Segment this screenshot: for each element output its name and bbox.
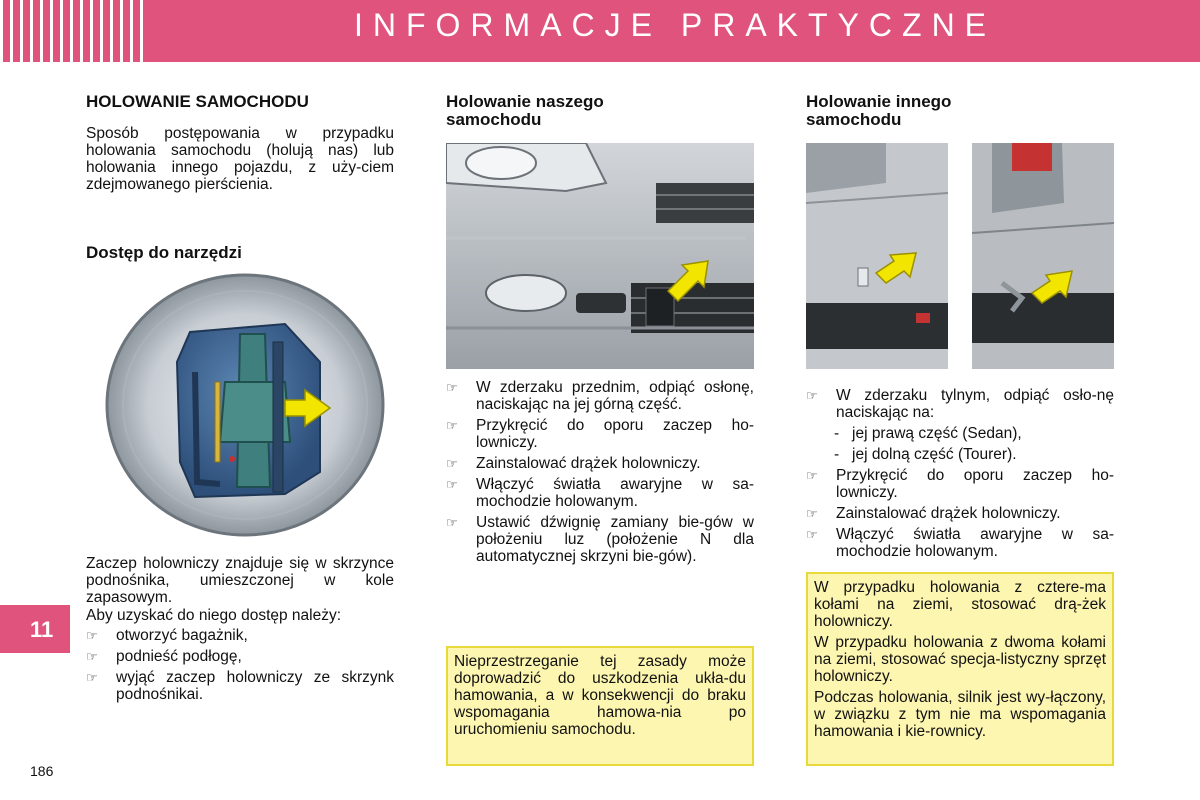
list-item: ☞ Zainstalować drążek holowniczy.	[806, 505, 1061, 522]
pointing-hand-icon: ☞	[806, 468, 818, 483]
pointing-hand-icon: ☞	[86, 670, 98, 685]
pointing-hand-icon: ☞	[446, 418, 458, 433]
list-item: ☞ Przykręcić do oporu zaczep ho-lowniczy.	[446, 417, 754, 451]
rear-bumper-sedan-image	[806, 143, 948, 369]
access-instructions-text: Aby uzyskać do niego dostęp należy:	[86, 607, 342, 624]
spare-wheel-tool-box-image	[85, 272, 395, 540]
pointing-hand-icon: ☞	[446, 380, 458, 395]
list-item: ☞ otworzyć bagażnik,	[86, 627, 248, 644]
list-item: ☞ podnieść podłogę,	[86, 648, 242, 665]
list-item: ☞ Ustawić dźwignię zamiany bie-gów w położeniu luz (położenie N dla automatycznej skrzyni bie-gów).	[446, 514, 754, 565]
pointing-hand-icon: ☞	[446, 515, 458, 530]
bumper-part-list	[806, 425, 1114, 463]
pointing-hand-icon: ☞	[86, 628, 98, 643]
access-steps-list	[86, 627, 394, 707]
page-title: INFORMACJE PRAKTYCZNE	[353, 7, 997, 43]
list-item: ☞ Włączyć światła awaryjne w sa-mochodzie holowanym.	[806, 526, 1114, 560]
pointing-hand-icon: ☞	[806, 527, 818, 542]
list-item: ☞ wyjąć zaczep holowniczy ze skrzynk podnośnikai.	[86, 669, 394, 703]
list-item: ☞ Zainstalować drążek holowniczy.	[446, 455, 701, 472]
towing-other-car-steps	[806, 387, 1114, 564]
header-stripes	[0, 0, 150, 62]
towing-our-car-heading: Holowanie naszego samochodu	[446, 92, 604, 129]
warning-note: Nieprzestrzeganie tej zasady może doprowadzić do uszkodzenia ukła-du hamowania, a w konsekwencji do braku wspomagania hamowa-nia po uruchomieniu samochodu.	[446, 646, 754, 766]
section-heading-towing: HOLOWANIE SAMOCHODU	[86, 92, 309, 111]
pointing-hand-icon: ☞	[806, 506, 818, 521]
list-item: ☞ Włączyć światła awaryjne w sa-mochodzie holowanym.	[446, 476, 754, 510]
list-item	[806, 425, 1114, 463]
list-item: - jej dolną część (Tourer).	[834, 446, 1017, 463]
towing-our-car-steps	[446, 379, 754, 569]
list-item: ☞ W zderzaku przednim, odpiąć osłonę, naciskając na jej górną część.	[446, 379, 754, 413]
tools-access-heading: Dostęp do narzędzi	[86, 243, 242, 262]
pointing-hand-icon: ☞	[806, 388, 818, 403]
pointing-hand-icon: ☞	[446, 456, 458, 471]
list-item: ☞ W zderzaku tylnym, odpiąć osło-nę naciskając na:	[806, 387, 1114, 421]
towing-other-car-heading: Holowanie innego samochodu	[806, 92, 952, 129]
pointing-hand-icon: ☞	[86, 649, 98, 664]
chapter-number: 11	[30, 617, 54, 642]
page-number: 186	[30, 763, 54, 779]
rear-bumper-tourer-image	[972, 143, 1114, 369]
list-item: ☞ Przykręcić do oporu zaczep ho-lowniczy.	[806, 467, 1114, 501]
pointing-hand-icon: ☞	[446, 477, 458, 492]
towing-info-note: W przypadku holowania z cztere-ma kołami na ziemi, stosować drą-żek holowniczy. W przypadku holowania z dwoma kołami na ziemi, stosować specja-listyczny sprzęt holowniczy. Podczas holowania, silnik jest wy-łączony, w związku z tym nie ma wspomagania hamowania i kie-rownicy.	[806, 572, 1114, 766]
hook-location-text: Zaczep holowniczy znajduje się w skrzynce podnośnika, umieszczonej w kole zapasowym.	[86, 555, 394, 606]
page-header	[0, 0, 1200, 62]
list-item: - jej prawą część (Sedan),	[834, 425, 1022, 442]
front-bumper-image	[446, 143, 754, 369]
intro-text: Sposób postępowania w przypadku holowania samochodu (holują nas) lub holowania innego pojazdu, z uży-ciem zdejmowanego pierścienia.	[86, 125, 394, 193]
